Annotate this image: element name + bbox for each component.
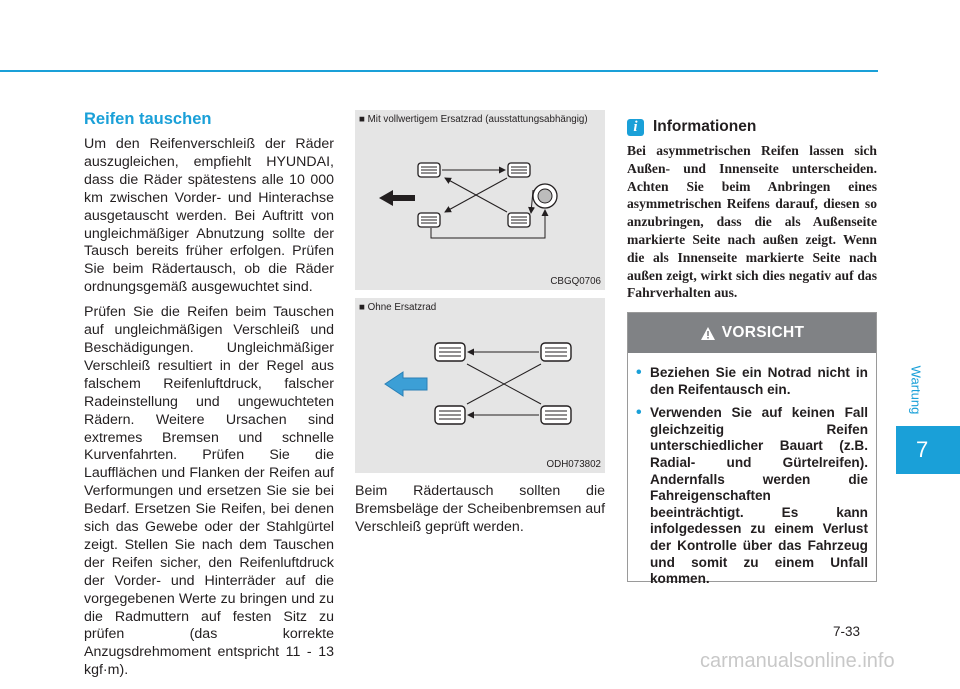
caution-list [628, 353, 876, 588]
paragraph-1: Um den Reifenverschleiß der Räder auszugleichen, empfiehlt HYUNDAI, dass die Räder spätestens alle 10 000 km zwischen Vorder- und Hinterachse ausgetauscht werden. Bei Auftritt von ungleichmäßiger Abnutzung sollte der Tausch bereits früher erfolgen. Prüfen Sie beim Rädertausch, ob die Räder ordnungsgemäß ausgewuchtet sind. [84, 136, 334, 296]
column-left [84, 110, 334, 687]
figure-without-spare [355, 298, 605, 473]
info-text: Bei asymmetrischen Reifen lassen sich Außen- und Innenseite unterscheiden. Achten Sie beim Anbringen eines asymmetrischen Reifens darauf, diesen so anzubringen, dass die als Außenseite markierte Seite nach außen zeigt. Wenn die als Innenseite markierte Seite nach außen zeigt, wirkt sich dies negativ auf das Fahrverhalten aus. [627, 143, 877, 301]
info-title: Informationen [653, 118, 757, 135]
tyre-icon [508, 213, 530, 227]
page-number: 7-33 [833, 624, 861, 639]
tyre-icon [541, 406, 571, 424]
warning-triangle-icon [700, 326, 716, 341]
watermark: carmanualsonline.info [700, 650, 895, 672]
paragraph-2: Prüfen Sie die Reifen beim Tauschen auf ungleichmäßigen Verschleiß und Beschädigungen. Ungleichmäßiger Verschleiß resultiert in der Regel aus falschem Reifenluftdruck, falscher Radeinstellung und ungewuchteten Rädern. Weitere Ursachen sind extremes Bremsen und schnelle Kurvenfahrten. Prüfen Sie die Laufflächen und Flanken der Reifen auf Verformungen und ersetzen Sie sie bei Bedarf. Ersetzen Sie Reifen, bei denen sich das Gewebe oder der Stahlgürtel zeigt. Stellen Sie nach dem Tauschen der Reifen sicher, den Reifenluftdruck der Vorder- und Hinterräder auf die vorgegebenen Werte zu bringen und zu die Radmuttern auf festen Sitz zu prüfen (das korrekte Anzugsdrehmoment entspricht 11 - 13 kgf·m). [84, 304, 334, 679]
figure-with-spare [355, 110, 605, 290]
brake-note: Beim Rädertausch sollten die Bremsbeläge der Scheibenbremsen auf Verschleiß geprüft werden. [355, 483, 606, 535]
tyre-icon [435, 406, 465, 424]
spare-wheel-icon [533, 184, 557, 208]
tyre-icon [541, 343, 571, 361]
figure-caption: ■ Mit vollwertigem Ersatzrad (ausstattungsabhängig) [359, 114, 588, 125]
chapter-tab: 7 [896, 426, 960, 474]
caution-item: • Verwenden Sie auf keinen Fall gleichzeitig Reifen unterschiedlicher Bauart (z.B. Radial- und Gürtelreifen). Andernfalls werden die Fahreigenschaften beeinträchtigt. Es kann infolgedessen zu einem Verlust der Kontrolle über das Fahrzeug und somit zu einem Unfall kommen. [640, 405, 868, 588]
tyre-icon [418, 213, 440, 227]
caution-header [628, 313, 876, 353]
driving-direction-arrow-icon [379, 190, 415, 206]
info-header [627, 118, 877, 136]
figure-caption: ■ Ohne Ersatzrad [359, 302, 437, 313]
chapter-side-label [896, 340, 936, 440]
figure-code: CBGQ0706 [550, 276, 601, 287]
figure-code: ODH073802 [546, 459, 601, 470]
column-right [627, 112, 877, 302]
section-heading: Reifen tauschen [84, 110, 212, 128]
driving-direction-arrow-icon [385, 372, 427, 396]
tyre-icon [435, 343, 465, 361]
top-rule [0, 70, 878, 72]
caution-title: VORSICHT [721, 324, 805, 341]
rotation-diagram-with-spare [355, 110, 605, 290]
tyre-icon [418, 163, 440, 177]
info-icon: i [627, 119, 644, 136]
chapter-side-label-text: Wartung [908, 365, 924, 415]
tyre-icon [508, 163, 530, 177]
rotation-diagram-without-spare [355, 298, 605, 473]
caution-item: • Beziehen Sie ein Notrad nicht in den Reifentausch ein. [640, 365, 868, 398]
column-middle [355, 110, 605, 544]
caution-box [627, 312, 877, 587]
